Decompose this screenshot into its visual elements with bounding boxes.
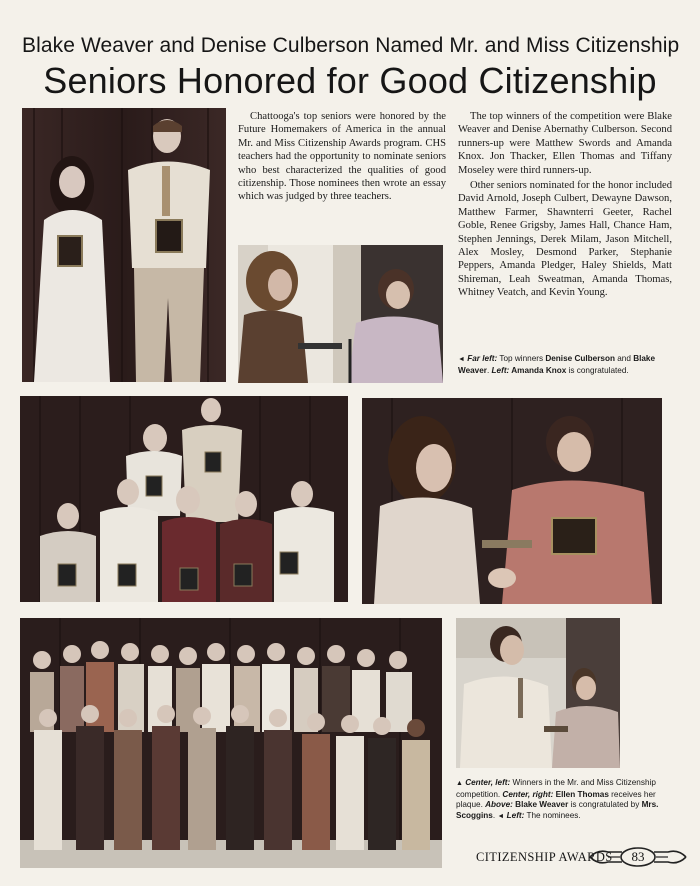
- photo-ellen-thomas: [362, 398, 662, 604]
- caption-label: Far left:: [467, 354, 498, 363]
- article-column-1: [238, 110, 446, 206]
- article-paragraph: The top winners of the competition were Blake Weaver and Denise Abernathy Culberson. Second runners-up were Matthew Swords and Amanda Knox. Jon Thacker, Ellen Thomas and Tiffany Moseley were third runners-up.: [458, 111, 672, 176]
- caption-name: Blake Weaver: [458, 354, 656, 375]
- article-column-2: [458, 110, 672, 302]
- caption-name: Blake Weaver: [512, 800, 569, 810]
- caption-name: Mrs. Scoggins: [456, 800, 659, 820]
- article-paragraph: Chattooga's top seniors were honored by the Future Homemakers of America in the annual Mr. and Miss Citizenship Awards program. CHS teachers had the opportunity to nominate seniors who best characterized the qualities of good citizenship. Those nominees then wrote an essay which was judged by three teachers.: [238, 111, 446, 203]
- caption-text: The nominees.: [524, 810, 581, 820]
- caption-text: .: [486, 365, 492, 375]
- page-number: 83: [631, 849, 645, 864]
- kicker-headline: Blake Weaver and Denise Culberson Named Mr. and Miss Citizenship: [22, 34, 680, 57]
- page-footer: [476, 846, 690, 868]
- caption-name: Amanda Knox: [509, 365, 567, 375]
- caption-text: Top winners: [497, 354, 546, 363]
- caption-text: is congratulated by: [568, 800, 642, 810]
- main-headline: Seniors Honored for Good Citizenship: [43, 60, 657, 101]
- photo-blake-weaver: [456, 618, 620, 768]
- caption-label: Center, left:: [465, 778, 511, 787]
- photo-nominees: [20, 618, 442, 868]
- photo-top-winners: [22, 108, 226, 382]
- photo-amanda-knox: [238, 245, 443, 383]
- caption-text: Winners in the Mr. and Miss Citizenship competition.: [456, 778, 656, 799]
- caption-text: and: [614, 354, 634, 363]
- section-label: CITIZENSHIP AWARDS: [476, 850, 613, 864]
- caption-name: Denise Culberson: [545, 354, 615, 363]
- caption-name: Ellen Thomas: [553, 789, 609, 799]
- caption-top: [458, 354, 672, 376]
- caption-text: is congratulated.: [566, 365, 629, 375]
- caption-arrow: ◄: [497, 812, 505, 820]
- caption-label: Left:: [491, 365, 510, 375]
- caption-text: .: [492, 810, 498, 820]
- photo-winners-group: [20, 396, 348, 602]
- caption-arrow: ▲: [456, 780, 463, 787]
- article-paragraph: Other seniors nominated for the honor included David Arnold, Joseph Culbert, Dewayne Dawson, Matthew Farmer, Shawnterri Geeter, Rachel Goble, Renee Grigsby, James Hall, Chance Ham, Stephen Jennings, Derek Milam, Jason Mitchell, Alex Mosley, Desmond Parker, Stephanie Peppers, Amanda Pledger, Haley Shields, Matt Shireman, Leah Sweatman, Amanda Thomas, Whitney Veatch, and Kevin Young.: [458, 180, 672, 299]
- caption-arrow: ◄: [458, 356, 465, 363]
- caption-text: receives her plaque.: [456, 789, 656, 810]
- caption-label: Center, right:: [502, 789, 554, 799]
- caption-bottom: [456, 778, 672, 822]
- caption-label: Left:: [506, 810, 525, 820]
- caption-label: Above:: [485, 800, 513, 810]
